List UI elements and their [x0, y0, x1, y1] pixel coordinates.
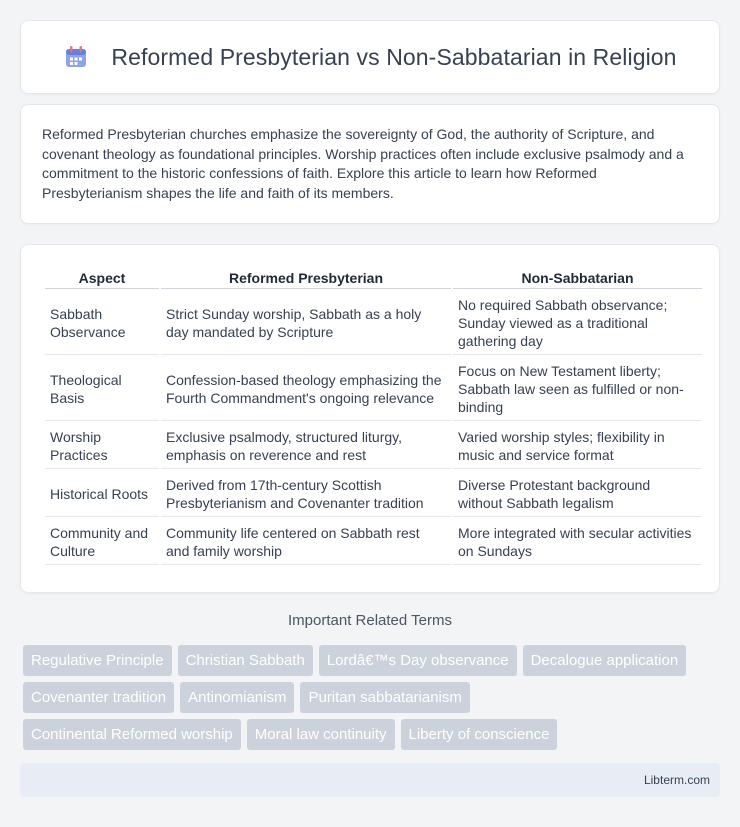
related-terms-title: Important Related Terms — [288, 612, 452, 629]
intro-text: Reformed Presbyterian churches emphasize the sovereignty of God, the authority of Scripture, and covenant theology as foundational principles. Worship practices often include exclusive psalmody and a commitment to the historic confessions of faith. Explore this article to learn how Reformed Presbyterianism shapes the life and faith of its members. — [42, 126, 684, 201]
table-cell: Strict Sunday worship, Sabbath as a holy day mandated by Scripture — [161, 291, 451, 355]
related-term-tag[interactable]: Decalogue application — [523, 645, 687, 676]
footer-brand-link[interactable]: Libterm.com — [643, 773, 710, 787]
related-term-tag[interactable]: Regulative Principle — [23, 645, 172, 676]
related-term-tag[interactable]: Puritan sabbatarianism — [300, 682, 469, 713]
tag-row — [23, 645, 723, 676]
table-header-row — [45, 267, 702, 289]
table-cell: Derived from 17th-century Scottish Presbyterianism and Covenanter tradition — [161, 471, 451, 517]
table-cell: Worship Practices — [45, 423, 159, 469]
table-row — [45, 519, 702, 565]
column-header: Non-Sabbatarian — [453, 267, 702, 289]
intro-card — [20, 104, 720, 224]
related-term-tag[interactable]: Antinomianism — [180, 682, 294, 713]
table-row — [45, 357, 702, 421]
tag-row — [23, 719, 723, 750]
related-term-tag[interactable]: Christian Sabbath — [178, 645, 313, 676]
table-cell: Varied worship styles; flexibility in music and service format — [453, 423, 702, 469]
table-cell: More integrated with secular activities on Sundays — [453, 519, 702, 565]
table-cell: Historical Roots — [45, 471, 159, 517]
related-term-tag[interactable]: Lordâ€™s Day observance — [319, 645, 517, 676]
comparison-table — [43, 265, 704, 567]
table-cell: Community and Culture — [45, 519, 159, 565]
comparison-table-card — [20, 244, 720, 593]
related-terms-list — [23, 645, 723, 756]
table-cell: Focus on New Testament liberty; Sabbath law seen as fulfilled or non-binding — [453, 357, 702, 421]
page-title: Reformed Presbyterian vs Non-Sabbatarian in Religion — [111, 43, 677, 70]
table-cell: Diverse Protestant background without Sabbath legalism — [453, 471, 702, 517]
column-header: Reformed Presbyterian — [161, 267, 451, 289]
related-term-tag[interactable]: Liberty of conscience — [401, 719, 558, 750]
table-cell: Theological Basis — [45, 357, 159, 421]
table-cell: Community life centered on Sabbath rest and family worship — [161, 519, 451, 565]
tag-row — [23, 682, 723, 713]
calendar-icon — [63, 44, 89, 70]
table-cell: Exclusive psalmody, structured liturgy, emphasis on reverence and rest — [161, 423, 451, 469]
footer — [20, 763, 720, 797]
related-term-tag[interactable]: Moral law continuity — [247, 719, 395, 750]
table-cell: Sabbath Observance — [45, 291, 159, 355]
table-row — [45, 291, 702, 355]
related-term-tag[interactable]: Continental Reformed worship — [23, 719, 241, 750]
table-cell: Confession-based theology emphasizing the Fourth Commandment's ongoing relevance — [161, 357, 451, 421]
table-cell: No required Sabbath observance; Sunday viewed as a traditional gathering day — [453, 291, 702, 355]
related-term-tag[interactable]: Covenanter tradition — [23, 682, 174, 713]
title-card — [20, 20, 720, 94]
column-header: Aspect — [45, 267, 159, 289]
table-row — [45, 471, 702, 517]
table-row — [45, 423, 702, 469]
